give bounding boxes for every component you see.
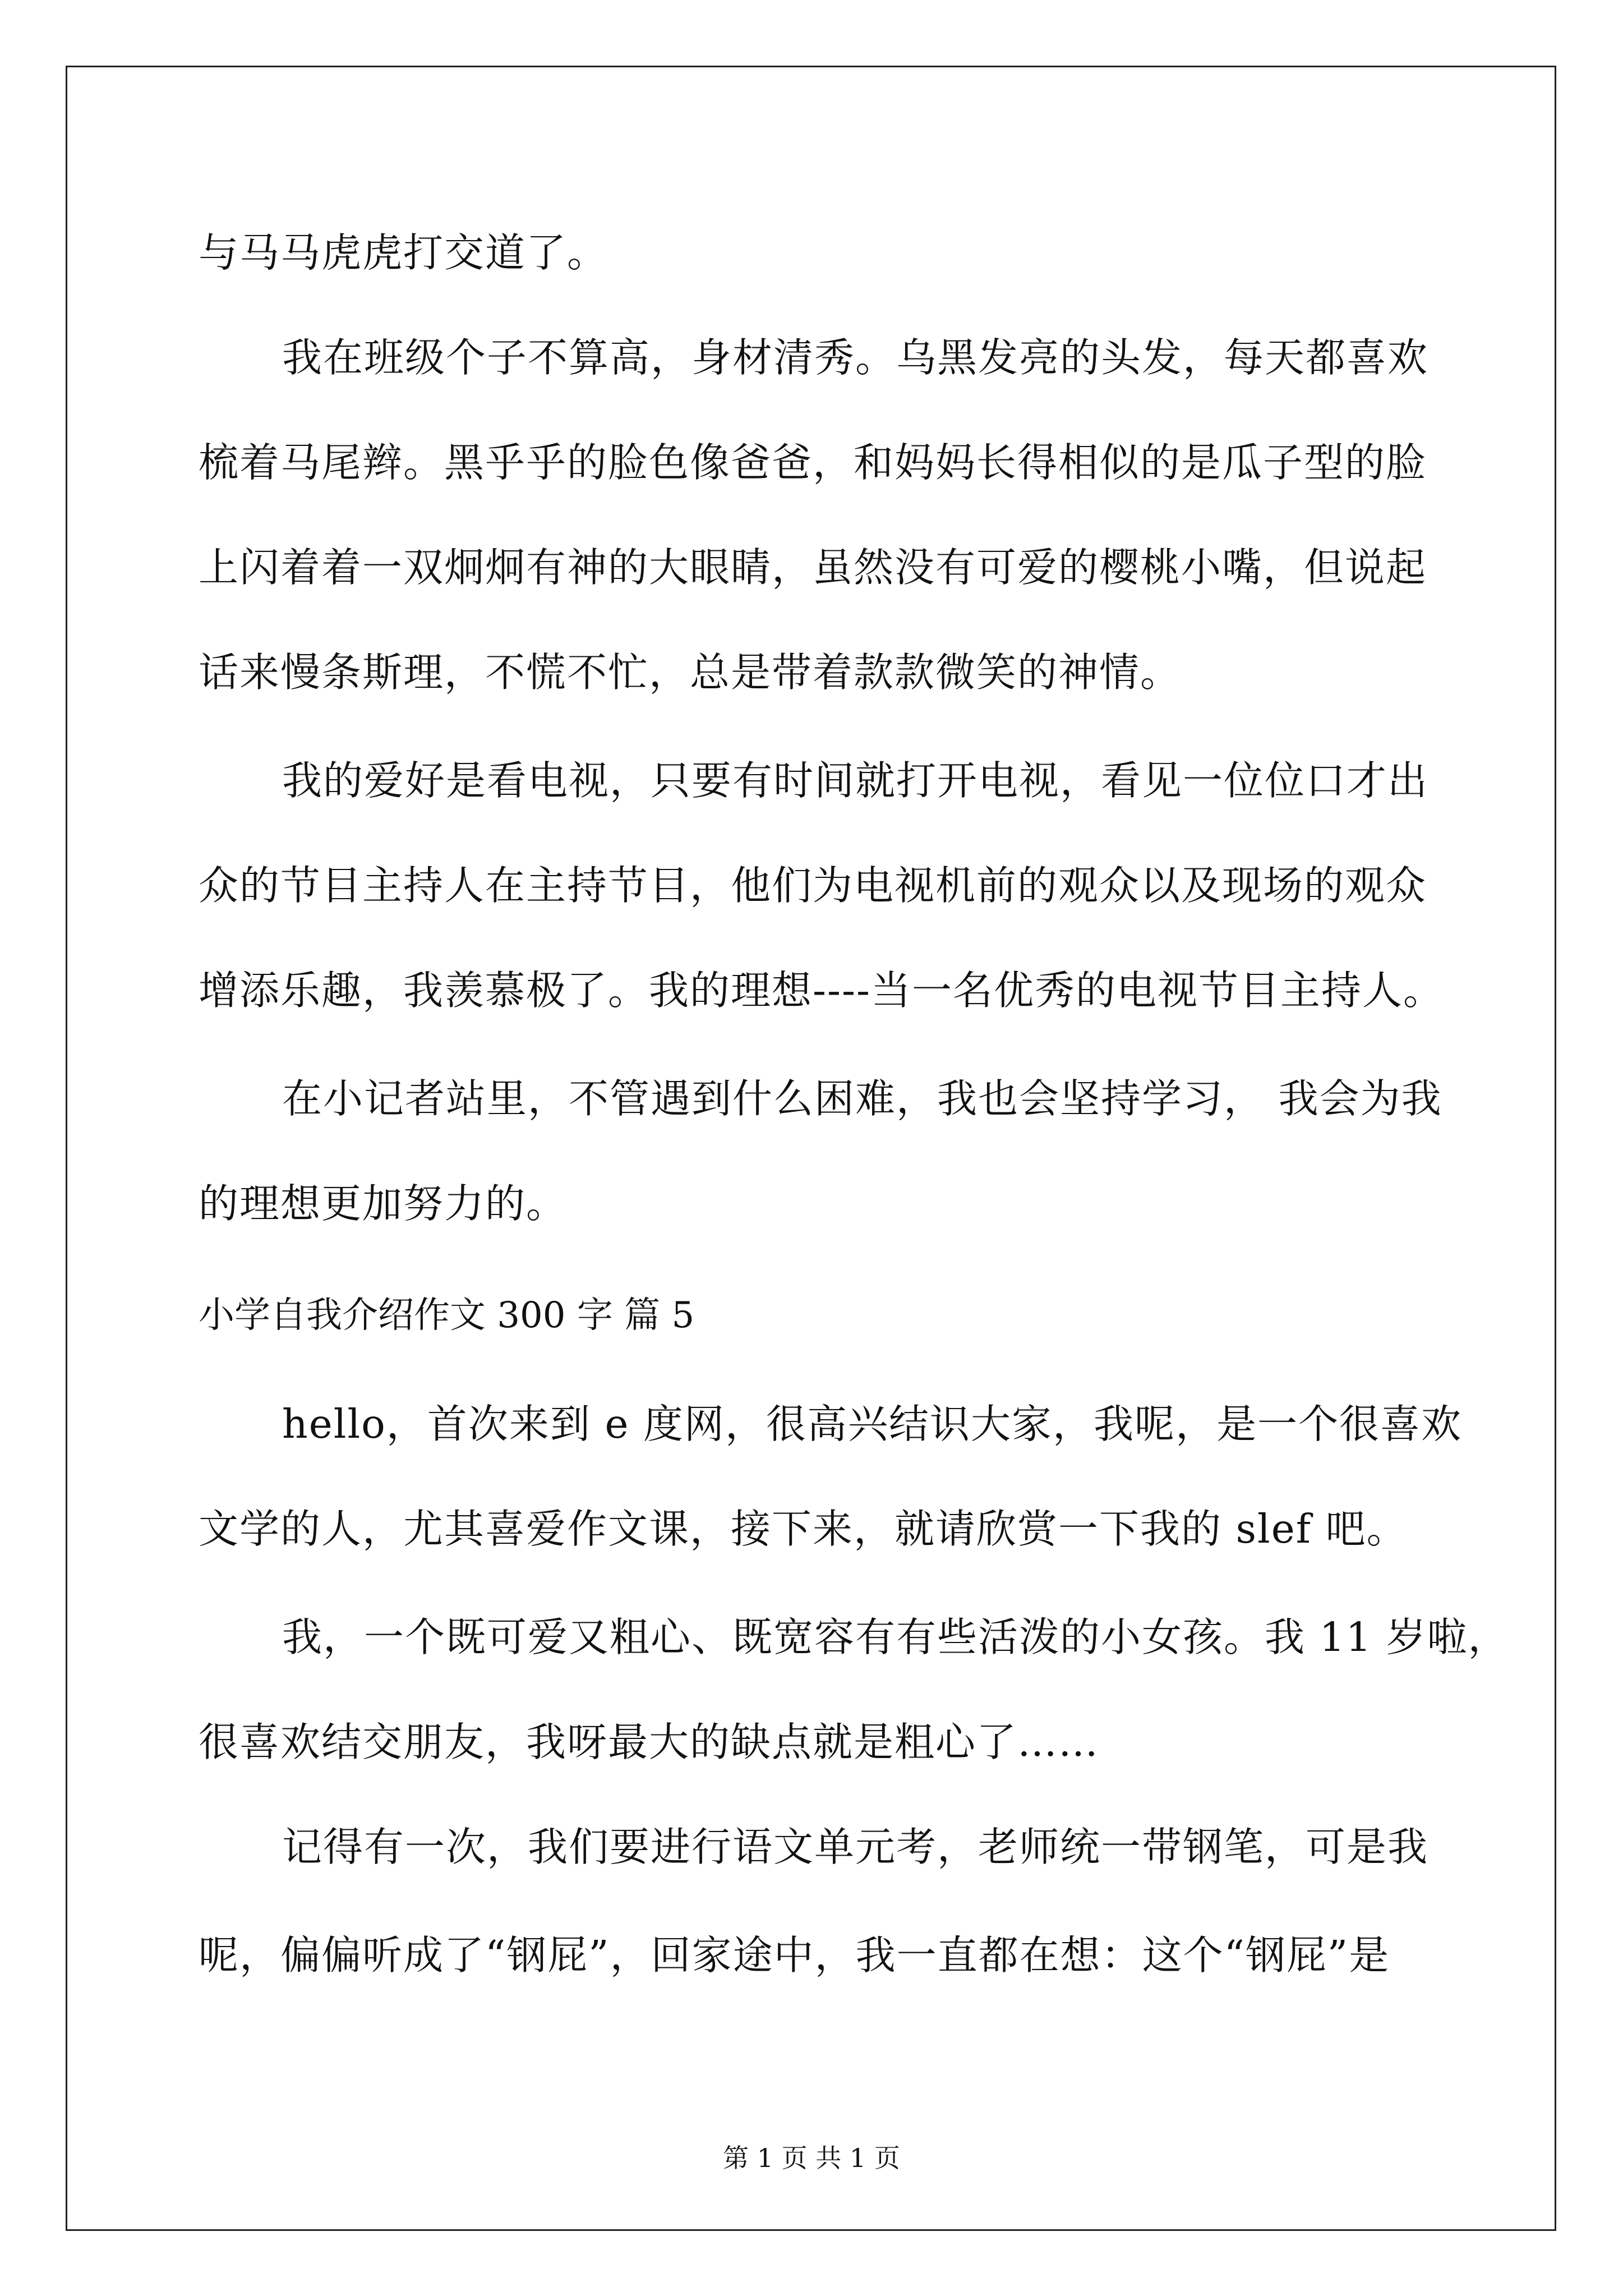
paragraph-line: 我的爱好是看电视，只要有时间就打开电视，看见一位位口才出 xyxy=(282,757,1429,804)
page-border xyxy=(66,66,1556,2231)
paragraph-line: 的理想更加努力的。 xyxy=(199,1180,568,1227)
paragraph-line: hello，首次来到 e 度网，很高兴结识大家，我呢，是一个很喜欢 xyxy=(282,1401,1463,1447)
paragraph-line: 在小记者站里，不管遇到什么困难，我也会坚持学习， 我会为我 xyxy=(282,1075,1442,1122)
paragraph-line: 梳着马尾辫。黑乎乎的脸色像爸爸，和妈妈长得相似的是瓜子型的脸 xyxy=(199,439,1427,486)
page-number-footer: 第 1 页 共 1 页 xyxy=(723,2143,900,2173)
paragraph-line: 增添乐趣，我羡慕极了。我的理想----当一名优秀的电视节目主持人。 xyxy=(199,967,1444,1014)
paragraph-line: 呢，偏偏听成了“钢屁”，回家途中，我一直都在想：这个“钢屁”是 xyxy=(199,1932,1390,1978)
paragraph-line: 与马马虎虎打交道了。 xyxy=(199,229,608,276)
paragraph-line: 文学的人，尤其喜爱作文课，接下来，就请欣赏一下我的 slef 吧。 xyxy=(199,1506,1408,1552)
section-heading: 小学自我介绍作文 300 字 篇 5 xyxy=(199,1295,695,1336)
paragraph-line: 话来慢条斯理，不慌不忙，总是带着款款微笑的神情。 xyxy=(199,649,1182,696)
paragraph-line: 我，一个既可爱又粗心、既宽容有有些活泼的小女孩。我 11 岁啦， xyxy=(282,1614,1509,1660)
paragraph-line: 记得有一次，我们要进行语文单元考，老师统一带钢笔，可是我 xyxy=(282,1824,1429,1870)
paragraph-line: 上闪着着一双炯炯有神的大眼睛，虽然没有可爱的樱桃小嘴，但说起 xyxy=(199,544,1427,591)
paragraph-line: 很喜欢结交朋友，我呀最大的缺点就是粗心了…… xyxy=(199,1719,1100,1765)
paragraph-line: 我在班级个子不算高，身材清秀。乌黑发亮的头发，每天都喜欢 xyxy=(282,334,1429,381)
paragraph-line: 众的节目主持人在主持节目，他们为电视机前的观众以及现场的观众 xyxy=(199,862,1427,909)
